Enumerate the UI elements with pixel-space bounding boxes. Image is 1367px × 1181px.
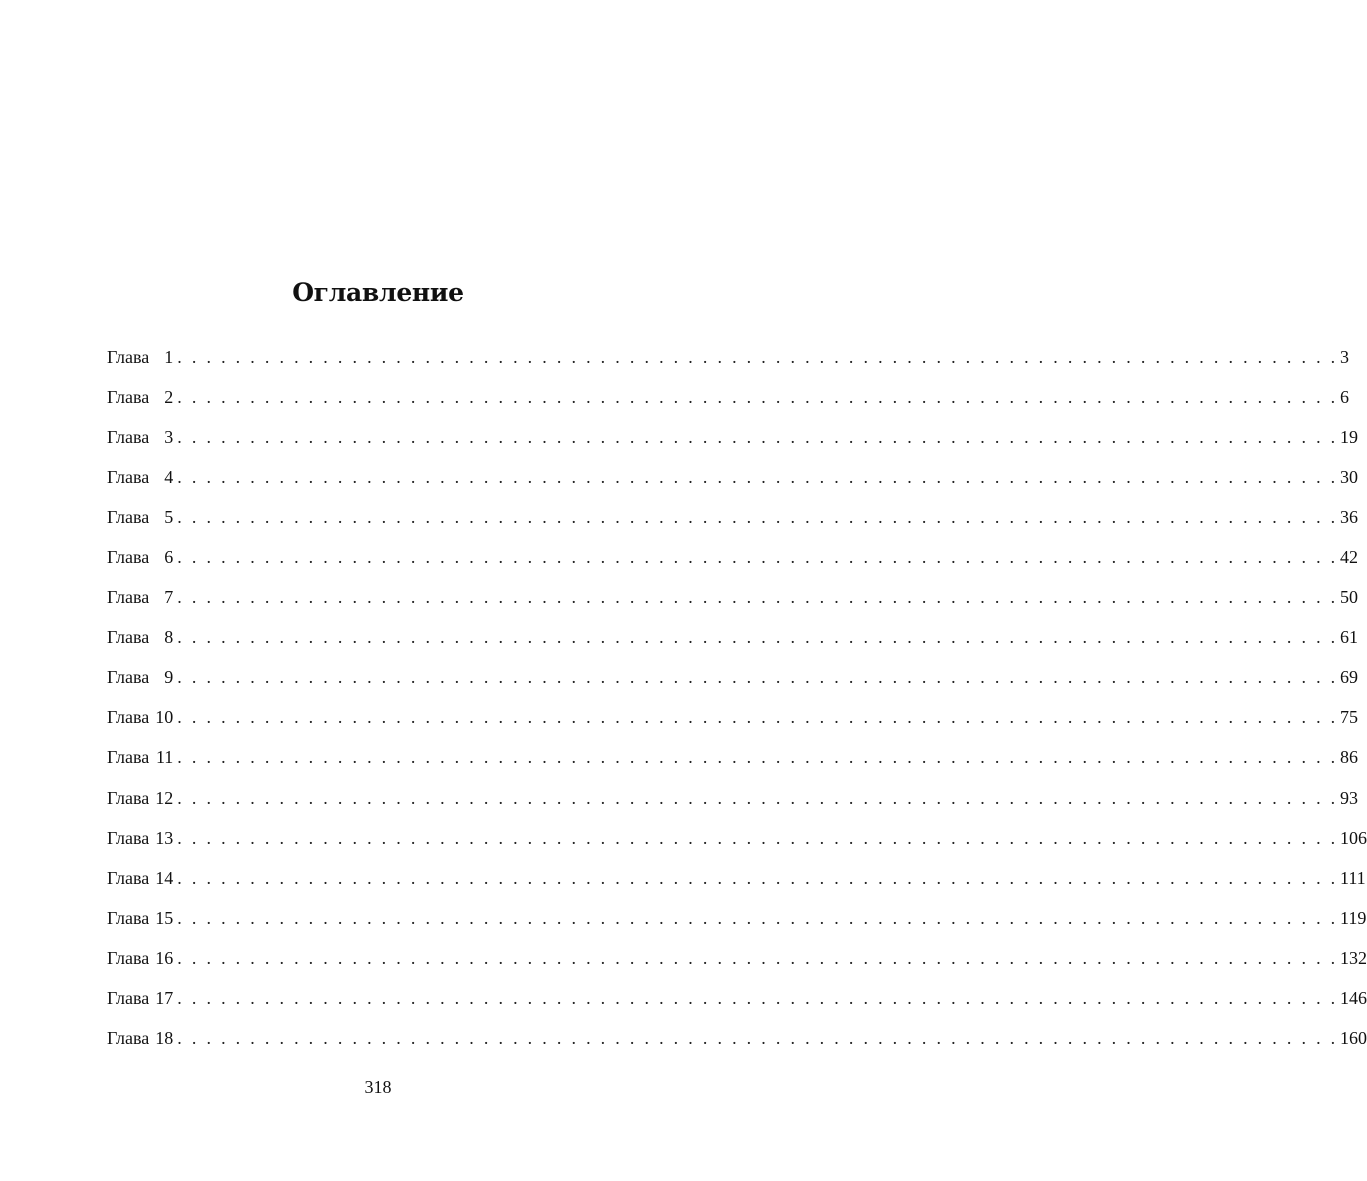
toc-entry-label (107, 383, 173, 411)
toc-page-number: 36 (1339, 507, 1358, 528)
toc-page-number: 30 (1339, 467, 1358, 488)
chapter-word: Глава (107, 987, 150, 1008)
dot-leader: . . . . . . . . . . . . . . . . . . . . . . . . . . . . . . . . . . . . . . . . . . . . . . . . . . . . . . . . . . . . . . . . . . . . . . . . . . . . . . . . (177, 907, 1338, 928)
dot-leader: . . . . . . . . . . . . . . . . . . . . . . . . . . . . . . . . . . . . . . . . . . . . . . . . . . . . . . . . . . . . . . . . . . . . . . . . . . . . . . . . (177, 467, 1338, 488)
toc-entry[interactable] (107, 543, 1358, 583)
dot-leader: . . . . . . . . . . . . . . . . . . . . . . . . . . . . . . . . . . . . . . . . . . . . . . . . . . . . . . . . . . . . . . . . . . . . . . . . . . . . . . . . (177, 507, 1338, 528)
toc-entry-label (107, 543, 173, 571)
chapter-number: 13 (155, 827, 174, 848)
toc-page-number: 119 (1339, 907, 1367, 928)
dot-leader: . . . . . . . . . . . . . . . . . . . . . . . . . . . . . . . . . . . . . . . . . . . . . . . . . . . . . . . . . . . . . . . . . . . . . . . . . . . . . . . . (177, 1027, 1338, 1048)
toc-page-number: 3 (1339, 347, 1349, 367)
chapter-word: Глава (107, 1027, 150, 1048)
toc-entry-label (107, 463, 173, 491)
chapter-word: Глава (107, 587, 150, 608)
chapter-number: 15 (155, 907, 174, 928)
toc-entry-label (107, 904, 173, 932)
chapter-word: Глава (107, 667, 150, 688)
chapter-word: Глава (107, 867, 150, 888)
chapter-number: 8 (164, 627, 174, 648)
chapter-number: 12 (155, 787, 174, 808)
chapter-word: Глава (107, 907, 150, 928)
toc-entry-label (107, 583, 173, 611)
toc-page-number: 111 (1339, 867, 1366, 888)
toc-page-number: 69 (1339, 667, 1358, 688)
toc-entry[interactable] (107, 423, 1358, 463)
toc-entry[interactable] (107, 503, 1358, 543)
chapter-word: Глава (107, 347, 150, 367)
chapter-number: 11 (155, 747, 174, 768)
chapter-number: 1 (164, 347, 174, 367)
toc-entry[interactable] (107, 703, 1358, 743)
chapter-number: 9 (164, 667, 174, 688)
toc-page-number: 19 (1339, 427, 1358, 448)
chapter-word: Глава (107, 827, 150, 848)
chapter-word: Глава (107, 387, 150, 408)
chapter-word: Глава (107, 547, 150, 568)
chapter-word: Глава (107, 707, 150, 728)
toc-entry[interactable] (107, 824, 1367, 864)
toc-entry[interactable] (107, 463, 1358, 503)
toc-entry[interactable] (107, 343, 1349, 383)
chapter-word: Глава (107, 747, 150, 768)
dot-leader: . . . . . . . . . . . . . . . . . . . . . . . . . . . . . . . . . . . . . . . . . . . . . . . . . . . . . . . . . . . . . . . . . . . . . . . . . . . . . . . . (177, 947, 1338, 968)
toc-entry-label (107, 703, 173, 731)
chapter-number: 18 (155, 1027, 174, 1048)
dot-leader: . . . . . . . . . . . . . . . . . . . . . . . . . . . . . . . . . . . . . . . . . . . . . . . . . . . . . . . . . . . . . . . . . . . . . . . . . . . . . . . . (177, 387, 1338, 408)
toc-entry[interactable] (107, 623, 1358, 663)
toc-entry[interactable] (107, 583, 1358, 623)
chapter-word: Глава (107, 467, 150, 488)
dot-leader: . . . . . . . . . . . . . . . . . . . . . . . . . . . . . . . . . . . . . . . . . . . . . . . . . . . . . . . . . . . . . . . . . . . . . . . . . . . . . . . . (177, 627, 1338, 648)
toc-entry-label (107, 663, 173, 691)
dot-leader: . . . . . . . . . . . . . . . . . . . . . . . . . . . . . . . . . . . . . . . . . . . . . . . . . . . . . . . . . . . . . . . . . . . . . . . . . . . . . . . . (177, 707, 1338, 728)
dot-leader: . . . . . . . . . . . . . . . . . . . . . . . . . . . . . . . . . . . . . . . . . . . . . . . . . . . . . . . . . . . . . . . . . . . . . . . . . . . . . . . . (177, 827, 1338, 848)
chapter-number: 5 (164, 507, 174, 528)
dot-leader: . . . . . . . . . . . . . . . . . . . . . . . . . . . . . . . . . . . . . . . . . . . . . . . . . . . . . . . . . . . . . . . . . . . . . . . . . . . . . . . . (177, 547, 1338, 568)
toc-page-number: 42 (1339, 547, 1358, 568)
toc-entry-label (107, 824, 173, 852)
toc-entry-label (107, 784, 173, 812)
toc-entry-label (107, 743, 173, 771)
toc-page-number: 146 (1339, 987, 1367, 1008)
dot-leader: . . . . . . . . . . . . . . . . . . . . . . . . . . . . . . . . . . . . . . . . . . . . . . . . . . . . . . . . . . . . . . . . . . . . . . . . . . . . . . . . (177, 427, 1338, 448)
dot-leader: . . . . . . . . . . . . . . . . . . . . . . . . . . . . . . . . . . . . . . . . . . . . . . . . . . . . . . . . . . . . . . . . . . . . . . . . . . . . . . . . (177, 987, 1338, 1008)
toc-page-number: 106 (1339, 827, 1367, 848)
chapter-number: 6 (164, 547, 174, 568)
toc-entry-label (107, 984, 173, 1012)
toc-entry-label (107, 423, 173, 451)
page-title: Оглавление (292, 278, 464, 307)
chapter-number: 4 (164, 467, 174, 488)
toc-page-number: 50 (1339, 587, 1358, 608)
dot-leader: . . . . . . . . . . . . . . . . . . . . . . . . . . . . . . . . . . . . . . . . . . . . . . . . . . . . . . . . . . . . . . . . . . . . . . . . . . . . . . . . (177, 587, 1338, 608)
toc-entry-label (107, 944, 173, 972)
table-of-contents (107, 343, 1367, 1064)
toc-page-number: 132 (1339, 947, 1367, 968)
chapter-word: Глава (107, 627, 150, 648)
toc-entry-label (107, 503, 173, 531)
dot-leader: . . . . . . . . . . . . . . . . . . . . . . . . . . . . . . . . . . . . . . . . . . . . . . . . . . . . . . . . . . . . . . . . . . . . . . . . . . . . . . . . (177, 747, 1338, 768)
toc-page-number: 160 (1339, 1027, 1367, 1048)
chapter-word: Глава (107, 947, 150, 968)
toc-page-number: 6 (1339, 387, 1349, 408)
chapter-number: 17 (155, 987, 174, 1008)
dot-leader: . . . . . . . . . . . . . . . . . . . . . . . . . . . . . . . . . . . . . . . . . . . . . . . . . . . . . . . . . . . . . . . . . . . . . . . . . . . . . . . . (177, 867, 1338, 888)
toc-entry-label (107, 343, 173, 371)
page-number: 318 (364, 1077, 392, 1097)
chapter-number: 2 (164, 387, 174, 408)
chapter-number: 16 (155, 947, 174, 968)
toc-entry[interactable] (107, 944, 1367, 984)
dot-leader: . . . . . . . . . . . . . . . . . . . . . . . . . . . . . . . . . . . . . . . . . . . . . . . . . . . . . . . . . . . . . . . . . . . . . . . . . . . . . . . . (177, 667, 1338, 688)
toc-page-number: 61 (1339, 627, 1358, 648)
toc-entry[interactable] (107, 663, 1358, 703)
chapter-number: 3 (164, 427, 174, 448)
toc-entry-label (107, 864, 173, 892)
chapter-word: Глава (107, 787, 150, 808)
chapter-number: 14 (155, 867, 174, 888)
dot-leader: . . . . . . . . . . . . . . . . . . . . . . . . . . . . . . . . . . . . . . . . . . . . . . . . . . . . . . . . . . . . . . . . . . . . . . . . . . . . . . . . (177, 347, 1338, 367)
chapter-number: 7 (164, 587, 174, 608)
toc-entry-label (107, 623, 173, 651)
toc-page-number: 86 (1339, 747, 1358, 768)
toc-entry[interactable] (107, 864, 1366, 904)
chapter-word: Глава (107, 507, 150, 528)
chapter-number: 10 (155, 707, 174, 728)
toc-entry[interactable] (107, 784, 1358, 824)
toc-entry[interactable] (107, 1024, 1367, 1064)
toc-entry-label (107, 1024, 173, 1052)
dot-leader: . . . . . . . . . . . . . . . . . . . . . . . . . . . . . . . . . . . . . . . . . . . . . . . . . . . . . . . . . . . . . . . . . . . . . . . . . . . . . . . . (177, 787, 1338, 808)
toc-entry[interactable] (107, 743, 1358, 783)
toc-page-number: 93 (1339, 787, 1358, 808)
toc-entry[interactable] (107, 383, 1349, 423)
toc-entry[interactable] (107, 984, 1367, 1024)
chapter-word: Глава (107, 427, 150, 448)
toc-page-number: 75 (1339, 707, 1358, 728)
toc-entry[interactable] (107, 904, 1367, 944)
